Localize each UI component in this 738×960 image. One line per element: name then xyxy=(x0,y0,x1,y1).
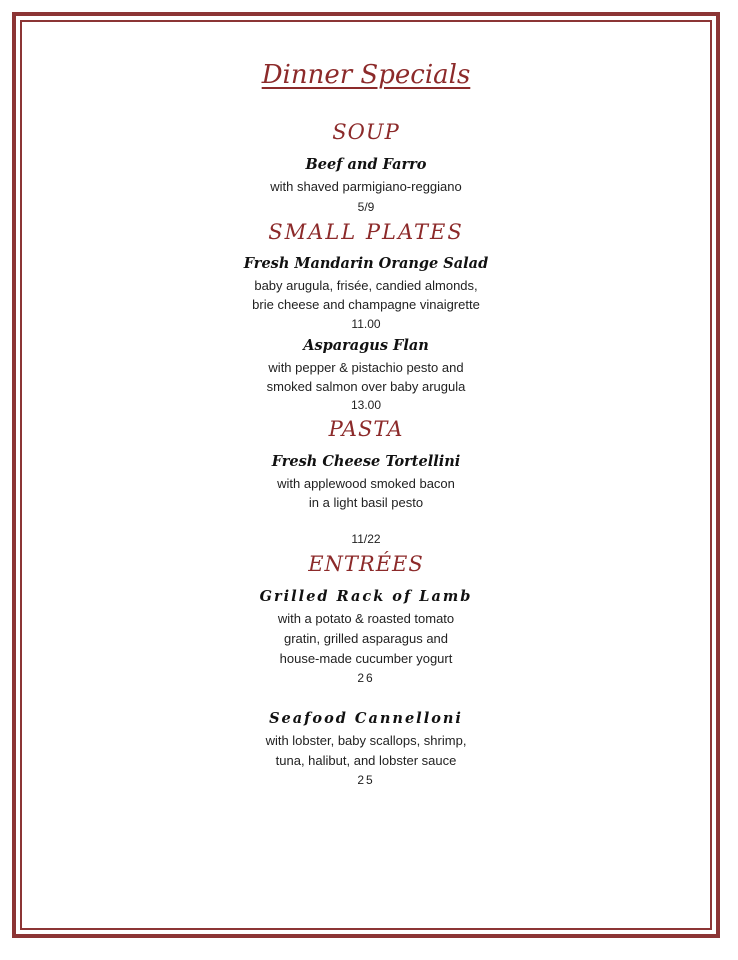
dish-rack-of-lamb-price: 26 xyxy=(357,671,375,685)
dish-tortellini-desc-1: with applewood smoked bacon xyxy=(277,476,455,491)
dish-seafood-cannelloni-price: 25 xyxy=(357,773,375,787)
dish-rack-of-lamb-name: Grilled Rack of Lamb xyxy=(259,588,473,605)
dish-tortellini-price: 11/22 xyxy=(351,532,381,546)
menu-title: Dinner Specials xyxy=(261,60,471,90)
dish-beef-farro-desc-1: with shaved parmigiano-reggiano xyxy=(270,179,462,194)
dish-seafood-cannelloni-desc-2: tuna, halibut, and lobster sauce xyxy=(275,753,457,768)
dish-seafood-cannelloni-name: Seafood Cannelloni xyxy=(269,710,463,727)
dish-mandarin-salad-desc-2: brie cheese and champagne vinaigrette xyxy=(252,297,480,312)
dish-mandarin-salad-desc-1: baby arugula, frisée, candied almonds, xyxy=(254,278,478,293)
section-soup-heading: SOUP xyxy=(332,120,400,144)
section-small-plates-heading: SMALL PLATES xyxy=(268,220,464,244)
dish-beef-farro-name: Beef and Farro xyxy=(305,156,427,173)
dish-tortellini-name: Fresh Cheese Tortellini xyxy=(271,453,461,470)
dish-asparagus-flan-desc-1: with pepper & pistachio pesto and xyxy=(268,360,464,375)
section-pasta-heading: PASTA xyxy=(328,417,404,441)
menu-page xyxy=(22,22,710,928)
dish-rack-of-lamb-desc-1: with a potato & roasted tomato xyxy=(277,611,455,626)
dish-asparagus-flan-price: 13.00 xyxy=(350,398,382,412)
dish-beef-farro-price: 5/9 xyxy=(357,200,375,214)
dish-mandarin-salad-price: 11.00 xyxy=(351,317,381,331)
dish-asparagus-flan-name: Asparagus Flan xyxy=(303,337,429,354)
dish-asparagus-flan-desc-2: smoked salmon over baby arugula xyxy=(266,379,466,394)
dish-mandarin-salad-name: Fresh Mandarin Orange Salad xyxy=(243,255,489,272)
dish-seafood-cannelloni-desc-1: with lobster, baby scallops, shrimp, xyxy=(265,733,467,748)
dish-rack-of-lamb-desc-2: gratin, grilled asparagus and xyxy=(283,631,449,646)
section-entrees-heading: ENTRÉES xyxy=(308,552,424,576)
dish-tortellini-desc-2: in a light basil pesto xyxy=(308,495,424,510)
dish-rack-of-lamb-desc-3: house-made cucumber yogurt xyxy=(279,651,453,666)
